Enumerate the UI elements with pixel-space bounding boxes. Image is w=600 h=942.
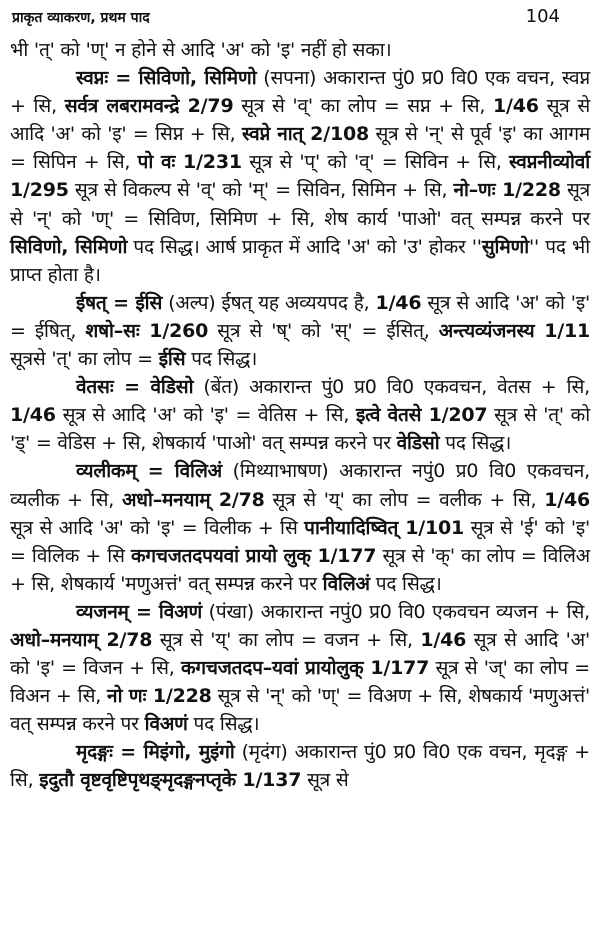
- text-run: पद सिद्ध।: [369, 572, 442, 595]
- bold-term: अन्त्यव्यंजनस्य 1/11: [438, 319, 590, 342]
- text-run: सूत्र से आदि 'अ' को 'इ' = विलीक + सि: [10, 516, 305, 539]
- bold-term: पानीयादिष्वित् 1/101: [304, 516, 465, 539]
- text-run: सूत्र से 'त्' को 'ड्' = वेडिस + सि, शेषकार्य 'पाओ' वत् सम्पन्न करने पर: [10, 404, 591, 455]
- text-run: सूत्र से 'न्' से पूर्व 'इ' का आगम = सिपिन + सि,: [10, 123, 590, 174]
- bold-term: मृदङ्गः = मिइंगो, मुइंगो: [76, 741, 235, 764]
- text-run: सूत्र से 'य्' का लोप = वजन + सि,: [152, 628, 421, 651]
- text-run: (पंखा) अकारान्त नपुं0 प्र0 वि0 एकवचन व्यजन + सि,: [202, 600, 590, 623]
- bold-term: पो वः 1/231: [137, 151, 242, 174]
- text-run: सूत्र से 'व्' का लोप = सप्न + सि,: [233, 95, 493, 118]
- bold-term: इत्वे वेतसे 1/207: [355, 404, 488, 427]
- text-run: सूत्र से 'न्' को 'ण्' = सिविण, सिमिण + सि, शेष कार्य 'पाओ' वत् सम्पन्न करने पर: [10, 179, 590, 230]
- text-run: सूत्र से आदि 'अ' को 'इ' = ईषित्,: [10, 291, 590, 342]
- paragraph: [10, 36, 590, 64]
- text-run: '' पद भी प्राप्त होता है।: [10, 235, 590, 286]
- bold-term: कगचजतदपयवां प्रायो लुक् 1/177: [131, 544, 377, 567]
- text-run: सूत्र से 'क्' का लोप = विलिअ + सि, शेषकार्य 'मणुअत्तं' वत् सम्पन्न करने पर: [10, 544, 590, 595]
- text-run: सूत्र से: [301, 769, 349, 792]
- text-run: सूत्रसे 'त्' का लोप =: [10, 348, 159, 371]
- bold-term: ईषत् = ईसि: [76, 291, 163, 314]
- paragraph: [10, 738, 590, 794]
- bold-term: 1/46: [544, 488, 590, 511]
- bold-term: नो–णः 1/228: [453, 179, 561, 202]
- paragraph: [10, 598, 590, 738]
- bold-term: सुमिणो: [481, 235, 529, 258]
- bold-term: 1/46: [10, 404, 56, 427]
- running-header-title: प्राकृत व्याकरण, प्रथम पाद: [12, 10, 150, 26]
- bold-term: 1/46: [493, 95, 539, 118]
- bold-term: व्यजनम् = विअणं: [76, 600, 203, 623]
- text-run: (मिथ्याभाषण) अकारान्त नपुं0 प्र0 वि0 एकवचन, व्यलीक + सि,: [10, 460, 590, 511]
- text-run: (सपना) अकारान्त पुं0 प्र0 वि0 एक वचन, स्वप्न + सि,: [10, 67, 590, 118]
- bold-term: इदुतौ वृष्टवृष्टिपृथङ्मृदङ्गनप्तृके 1/137: [39, 769, 302, 792]
- page-number: 104: [525, 6, 560, 27]
- text-run: पद सिद्ध।: [439, 432, 512, 455]
- text-run: पद सिद्ध।: [185, 348, 258, 371]
- text-run: सूत्र से आदि 'अ' को 'इ' = विजन + सि,: [10, 628, 590, 680]
- body-text: [10, 36, 590, 795]
- bold-term: अधो–मनयाम् 2/78: [10, 628, 153, 651]
- bold-term: स्वप्ननीव्योर्वा 1/295: [10, 151, 590, 202]
- text-run: सूत्र से विकल्प से 'व्' को 'म्' = सिविन, सिमिन + सि,: [68, 179, 454, 202]
- bold-term: वेतसः = वेडिसो: [76, 376, 194, 399]
- paragraph: [10, 289, 590, 373]
- bold-term: शषो–सः 1/260: [85, 319, 209, 342]
- text-run: सूत्र से आदि 'अ' को 'इ' = वेतिस + सि,: [55, 404, 356, 427]
- text-run: सूत्र से आदि 'अ' को 'इ' = सिप्न + सि,: [10, 95, 590, 146]
- text-run: (बेंत) अकारान्त पुं0 प्र0 वि0 एकवचन, वेतस + सि,: [193, 376, 590, 399]
- bold-term: स्वप्ने नात् 2/108: [241, 123, 369, 146]
- text-run: सूत्र से 'प्' को 'व्' = सिविन + सि,: [241, 151, 510, 174]
- paragraph: [10, 64, 590, 289]
- paragraph: [10, 457, 590, 597]
- text-run: (अल्प) ईषत् यह अव्ययपद है,: [162, 291, 376, 314]
- text-run: सूत्र से 'ज्' का लोप = विअन + सि,: [10, 657, 590, 708]
- bold-term: वेडिसो: [396, 432, 440, 455]
- bold-term: विअणं: [144, 713, 188, 736]
- bold-term: सिविणो, सिमिणो: [10, 235, 128, 258]
- bold-term: व्यलीकम् = विलिअं: [76, 460, 222, 483]
- text-run: सूत्र से 'ष्' को 'स्' = ईसित्,: [208, 319, 439, 342]
- bold-term: विलिअं: [322, 572, 370, 595]
- page-header: [10, 0, 590, 36]
- bold-term: 1/46: [375, 291, 422, 314]
- bold-term: सर्वत्र लबरामवन्द्रे 2/79: [64, 95, 234, 118]
- bold-term: कगचजतदप–यवां प्रायोलुक् 1/177: [180, 657, 430, 680]
- text-run: भी 'त्' को 'ण्' न होने से आदि 'अ' को 'इ' नहीं हो सका।: [10, 39, 392, 61]
- bold-term: ईसि: [158, 348, 186, 371]
- bold-term: स्वप्नः = सिविणो, सिमिणो: [76, 67, 257, 90]
- text-run: पद सिद्ध। आर्ष प्राकृत में आदि 'अ' को 'उ' होकर '': [127, 235, 482, 258]
- text-run: (मृदंग) अकारान्त पुं0 प्र0 वि0 एक वचन, मृदङ्ग + सि,: [10, 741, 590, 792]
- bold-term: नो णः 1/228: [107, 685, 212, 708]
- bold-term: 1/46: [420, 628, 467, 651]
- text-run: पद सिद्ध।: [187, 713, 260, 736]
- bold-term: अधो–मनयाम् 2/78: [121, 488, 265, 511]
- text-run: सूत्र से 'न्' को 'ण्' = विअण + सि, शेषकार्य 'मणुअत्तं' वत् सम्पन्न करने पर: [10, 685, 590, 736]
- text-run: सूत्र से 'ई' को 'इ' = विलिक + सि: [10, 516, 590, 567]
- paragraph: [10, 373, 590, 457]
- text-run: सूत्र से 'य्' का लोप = वलीक + सि,: [264, 488, 545, 511]
